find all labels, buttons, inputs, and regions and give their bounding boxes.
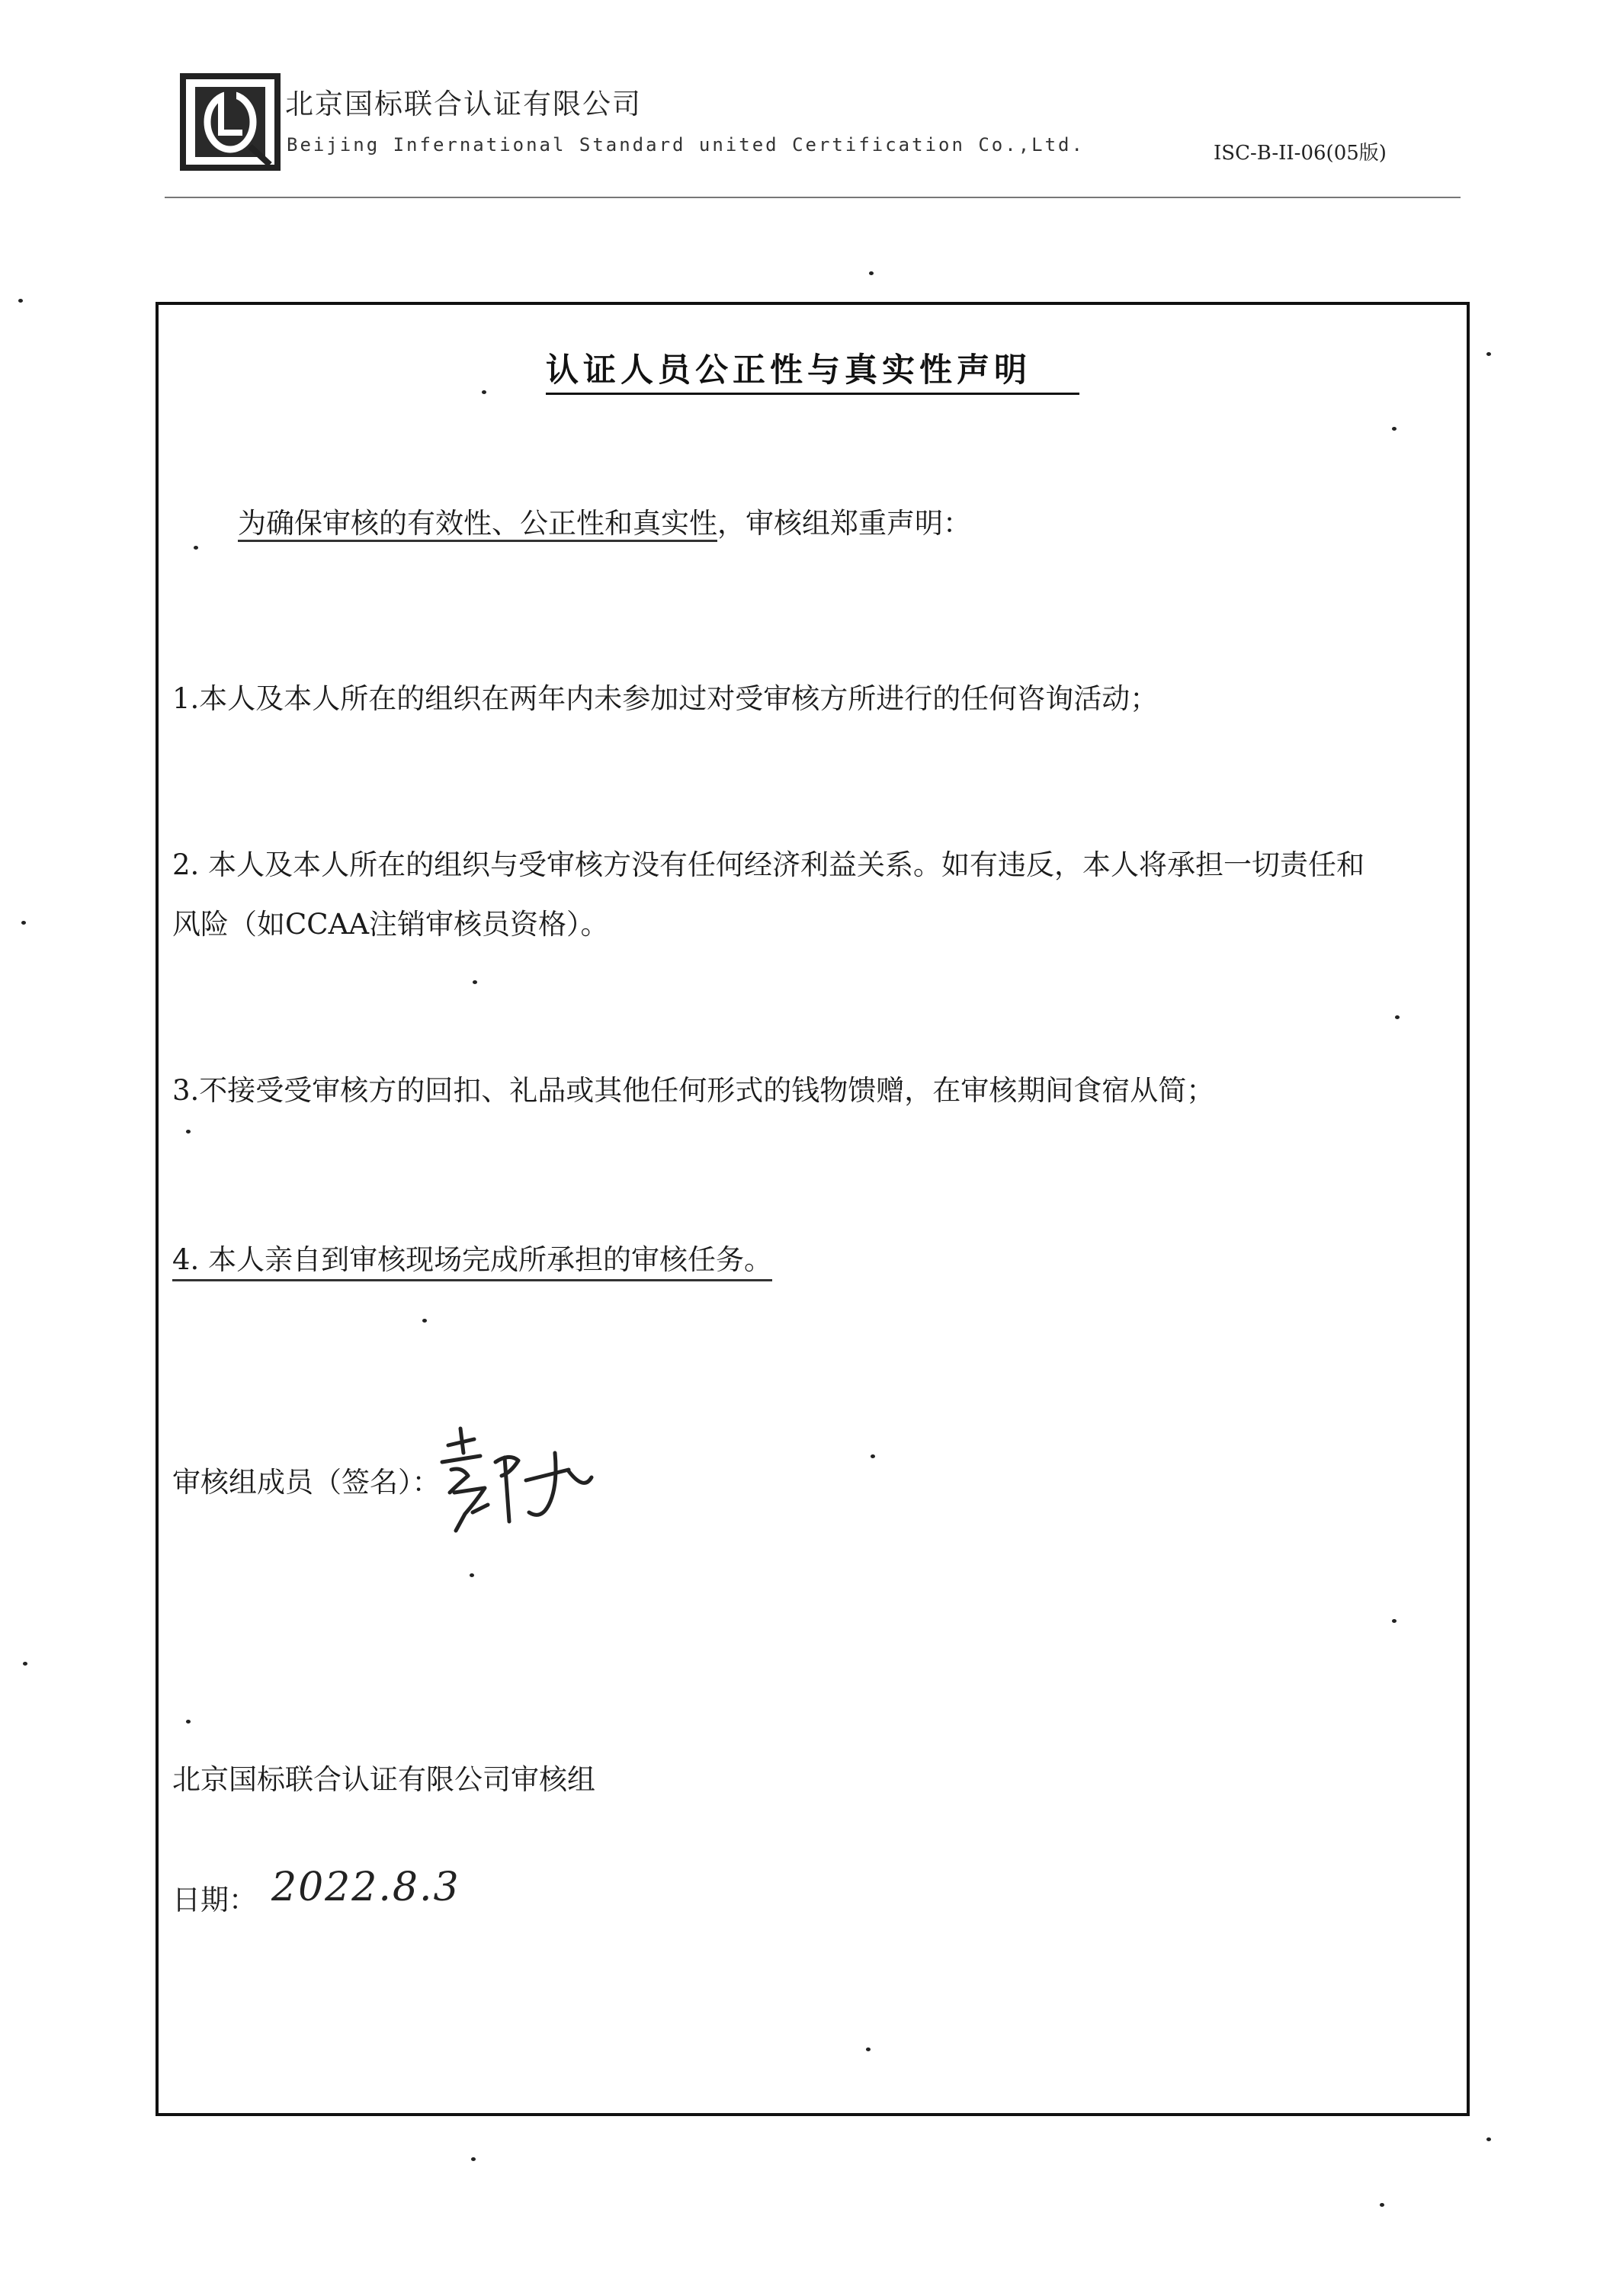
declaration-frame xyxy=(156,302,1470,2116)
scan-speck xyxy=(1486,352,1491,356)
declaration-item-2-line-2: 风险（如CCAA注销审核员资格）。 xyxy=(172,908,609,941)
scan-speck xyxy=(23,1662,27,1666)
declaration-item-4: 4. 本人亲自到审核现场完成所承担的审核任务。 xyxy=(172,1236,772,1281)
scan-speck xyxy=(473,980,477,984)
scan-speck xyxy=(482,390,486,394)
audit-group-name: 北京国标联合认证有限公司审核组 xyxy=(172,1763,595,1796)
scan-speck xyxy=(869,271,874,275)
scan-speck xyxy=(186,1720,191,1724)
scan-speck xyxy=(1486,2137,1491,2141)
scan-speck xyxy=(471,2157,476,2161)
company-name-en: Beijing Infernational Standard united Certification Co.,Ltd. xyxy=(287,134,1085,156)
scan-speck xyxy=(470,1573,474,1577)
document-code: ISC-B-II-06(05版) xyxy=(1214,142,1387,165)
scan-speck xyxy=(1392,427,1397,431)
scan-speck xyxy=(1395,1015,1400,1019)
scan-speck xyxy=(1392,1619,1397,1623)
scan-speck xyxy=(21,921,26,925)
scan-speck xyxy=(871,1454,875,1458)
company-logo-icon xyxy=(180,73,281,171)
declaration-item-1: 1.本人及本人所在的组织在两年内未参加过对受审核方所进行的任何咨询活动； xyxy=(172,682,1159,715)
intro-rest-text: ，审核组郑重声明： xyxy=(717,507,971,540)
date-label: 日期： xyxy=(172,1884,257,1916)
member-signature-label: 审核组成员（签名）： xyxy=(172,1466,441,1499)
handwritten-signature xyxy=(435,1422,602,1537)
scan-speck xyxy=(1380,2203,1384,2207)
scan-speck xyxy=(186,1130,191,1134)
scan-speck xyxy=(194,546,198,550)
declaration-title: 认证人员公正性与真实性声明 xyxy=(546,345,1079,395)
declaration-item-2-line-1: 2. 本人及本人所在的组织与受审核方没有任何经济利益关系。如有违反，本人将承担一切责任和 xyxy=(172,848,1365,881)
header-divider xyxy=(165,197,1461,198)
scan-speck xyxy=(422,1319,427,1323)
declaration-item-3: 3.不接受受审核方的回扣、礼品或其他任何形式的钱物馈赠，在审核期间食宿从简； xyxy=(172,1074,1215,1107)
company-name-cn: 北京国标联合认证有限公司 xyxy=(285,88,642,120)
handwritten-date: 2022.8.3 xyxy=(271,1865,460,1910)
scan-speck xyxy=(18,299,23,303)
scan-speck xyxy=(866,2047,871,2051)
intro-underlined-text: 为确保审核的有效性、公正性和真实性 xyxy=(238,507,717,542)
declaration-intro xyxy=(238,500,971,541)
